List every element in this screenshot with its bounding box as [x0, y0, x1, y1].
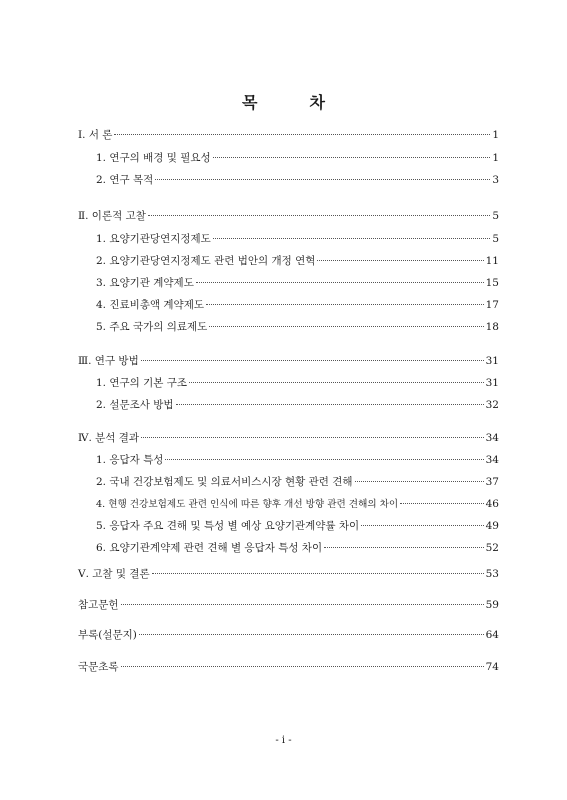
toc-section-2-5[interactable]	[96, 320, 499, 334]
dot-leader	[361, 525, 483, 526]
toc-page-number: 37	[485, 476, 499, 488]
dot-leader	[121, 604, 484, 605]
toc-entry-label: 5. 주요 국가의 의료제도	[96, 321, 208, 333]
dot-leader	[206, 304, 484, 305]
toc-page-number: 3	[492, 174, 499, 186]
toc-page-number: 32	[485, 399, 499, 411]
dot-leader	[141, 437, 484, 438]
toc-section-2-2[interactable]	[96, 254, 499, 268]
toc-entry-label: 1. 응답자 특성	[96, 454, 164, 466]
toc-references[interactable]	[78, 598, 499, 612]
toc-page-number: 46	[485, 498, 499, 510]
toc-chapter-1[interactable]	[78, 128, 499, 142]
toc-entry-label: 3. 요양기관 계약제도	[96, 277, 194, 289]
toc-entry-label: Ⅴ. 고찰 및 결론	[78, 568, 150, 580]
dot-leader	[189, 382, 484, 383]
toc-appendix[interactable]	[78, 628, 499, 642]
dot-leader	[114, 134, 490, 135]
dot-leader	[152, 573, 484, 574]
dot-leader	[148, 215, 490, 216]
page-number-footer: - i -	[275, 735, 292, 746]
dot-leader	[121, 666, 484, 667]
toc-entry-label: Ⅰ. 서 론	[78, 129, 113, 141]
toc-korean-abstract[interactable]	[78, 660, 499, 674]
toc-chapter-3[interactable]	[78, 354, 499, 368]
toc-entry-label: 2. 국내 건강보험제도 및 의료서비스시장 현황 관련 견해	[96, 476, 353, 488]
toc-page-number: 15	[485, 277, 499, 289]
toc-section-2-3[interactable]	[96, 276, 499, 290]
dot-leader	[355, 481, 484, 482]
toc-section-4-2[interactable]	[96, 475, 499, 489]
toc-page-number: 49	[485, 520, 499, 532]
dot-leader	[165, 459, 483, 460]
dot-leader	[317, 260, 483, 261]
toc-page-number: 31	[485, 355, 499, 367]
toc-entry-label: Ⅳ. 분석 결과	[78, 432, 140, 444]
toc-page-number: 5	[492, 210, 499, 222]
toc-section-4-1[interactable]	[96, 453, 499, 467]
toc-entry-label: 2. 설문조사 방법	[96, 399, 174, 411]
dot-leader	[209, 326, 483, 327]
toc-page-number: 1	[492, 152, 499, 164]
toc-page-number: 18	[485, 321, 499, 333]
toc-entry-label: Ⅲ. 연구 방법	[78, 355, 139, 367]
dot-leader	[141, 360, 484, 361]
toc-entry-label: 4. 진료비총액 계약제도	[96, 299, 204, 311]
toc-page-number: 52	[485, 542, 499, 554]
toc-page-number: 74	[485, 661, 499, 673]
dot-leader	[176, 404, 484, 405]
toc-chapter-5[interactable]	[78, 567, 499, 581]
toc-page-number: 31	[485, 377, 499, 389]
toc-chapter-2[interactable]	[78, 209, 499, 223]
toc-entry-label: 부록(설문지)	[78, 629, 137, 641]
toc-section-3-2[interactable]	[96, 398, 499, 412]
dot-leader	[400, 503, 483, 504]
toc-page-number: 1	[492, 129, 499, 141]
toc-page-number: 11	[485, 255, 499, 267]
toc-section-1-1[interactable]	[96, 151, 499, 165]
toc-section-1-2[interactable]	[96, 173, 499, 187]
toc-section-2-4[interactable]	[96, 298, 499, 312]
toc-page-number: 64	[485, 629, 499, 641]
toc-page-number: 34	[485, 432, 499, 444]
toc-section-3-1[interactable]	[96, 376, 499, 390]
toc-entry-label: 6. 요양기관계약제 관련 견해 별 응답자 특성 차이	[96, 542, 323, 554]
toc-page-number: 17	[485, 299, 499, 311]
toc-entry-label: 1. 요양기관당연지정제도	[96, 233, 211, 245]
dot-leader	[324, 547, 484, 548]
toc-entry-label: 참고문헌	[78, 599, 119, 611]
toc-entry-label: 1. 연구의 배경 및 필요성	[96, 152, 211, 164]
toc-page-number: 59	[485, 599, 499, 611]
dot-leader	[213, 157, 491, 158]
toc-entry-label: 2. 요양기관당연지정제도 관련 법안의 개정 연혁	[96, 255, 316, 267]
toc-entry-label: Ⅱ. 이론적 고찰	[78, 210, 146, 222]
toc-entry-label: 5. 응답자 주요 견해 및 특성 별 예상 요양기관계약률 차이	[96, 520, 360, 532]
toc-page-number: 34	[485, 454, 499, 466]
page-title	[0, 90, 567, 113]
dot-leader	[155, 179, 490, 180]
page-title-left: 목	[242, 93, 258, 112]
dot-leader	[139, 634, 484, 635]
toc-page-number: 53	[485, 568, 499, 580]
toc-section-2-1[interactable]	[96, 232, 499, 246]
toc-entry-label: 2. 연구 목적	[96, 174, 154, 186]
dot-leader	[196, 282, 484, 283]
toc-entry-label: 4. 현행 건강보험제도 관련 인식에 따른 향후 개선 방향 관련 견해의 차이	[96, 499, 399, 510]
toc-entry-label: 1. 연구의 기본 구조	[96, 377, 188, 389]
toc-entry-label: 국문초록	[78, 661, 119, 673]
dot-leader	[213, 238, 491, 239]
toc-section-4-5[interactable]	[96, 519, 499, 533]
toc-chapter-4[interactable]	[78, 431, 499, 445]
toc-section-4-6[interactable]	[96, 541, 499, 555]
page-title-right: 차	[309, 93, 325, 112]
toc-page-number: 5	[492, 233, 499, 245]
toc-section-4-4[interactable]	[96, 497, 499, 512]
